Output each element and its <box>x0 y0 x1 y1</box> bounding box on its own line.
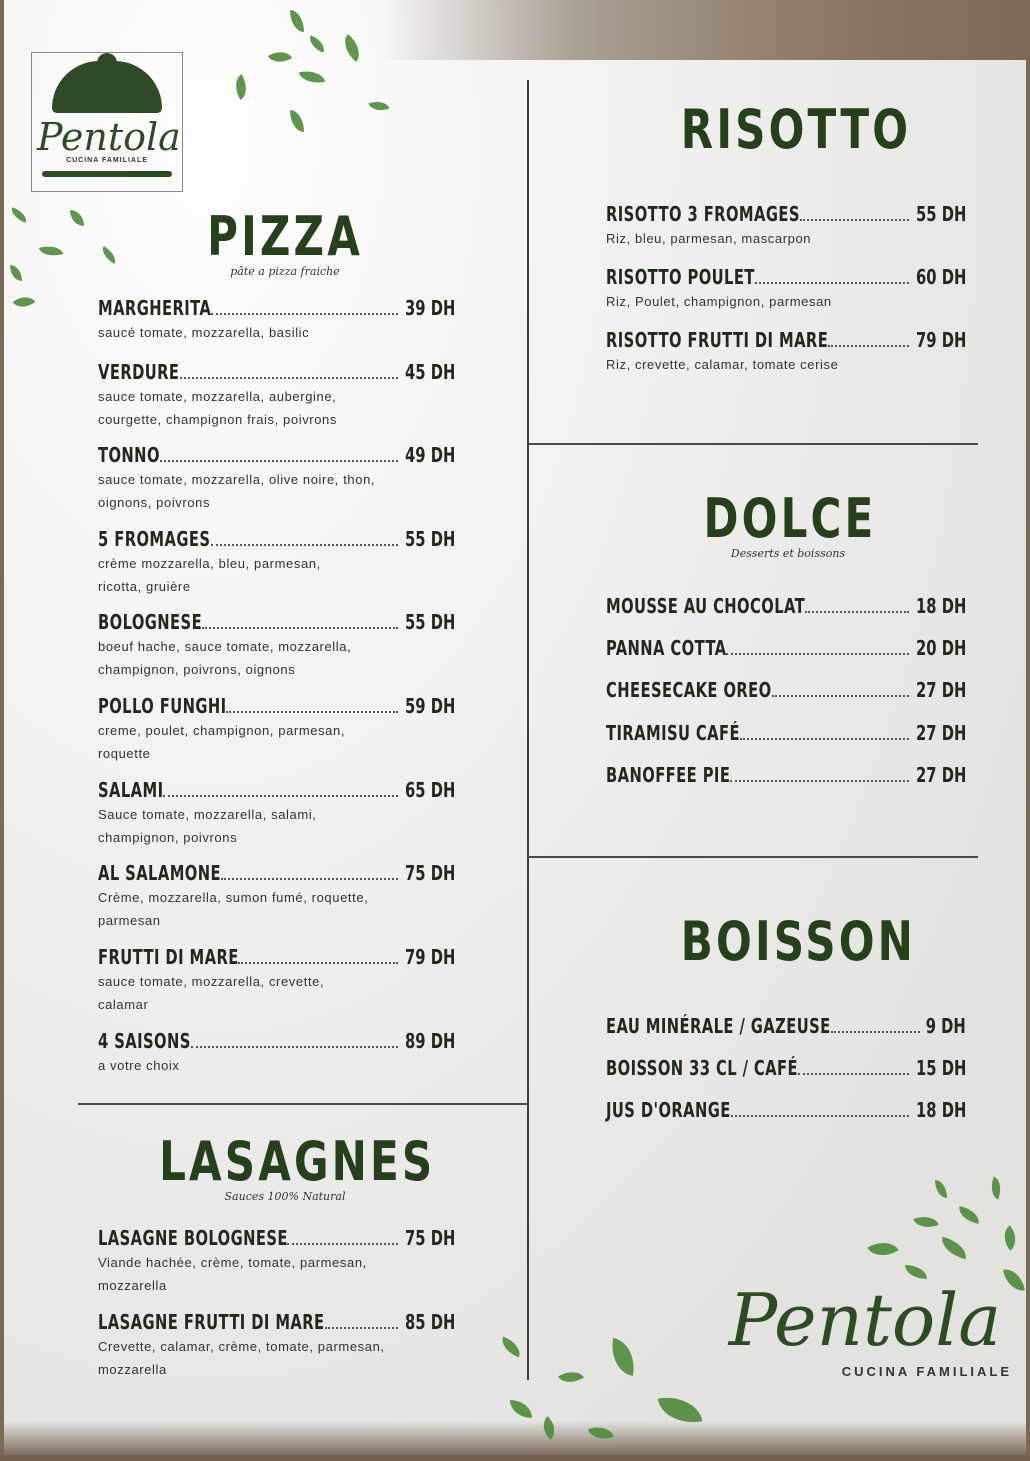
item-name: VERDURE <box>98 360 180 384</box>
item-description: calamar <box>98 997 149 1012</box>
item-price: 79 DH <box>915 328 966 352</box>
item-price: 75 DH <box>404 1226 455 1250</box>
pot-lid-icon <box>52 61 162 113</box>
item-row <box>98 1226 455 1250</box>
item-price: 39 DH <box>404 296 455 320</box>
brand-tagline: CUCINA FAMILIALE <box>841 1364 1012 1379</box>
brand-name: Pentola <box>728 1278 1002 1362</box>
item-description: Crème, mozzarella, sumon fumé, roquette, <box>98 890 369 905</box>
pizza-menu-item <box>98 861 455 931</box>
wood-texture-bottom <box>0 1421 1030 1461</box>
dolce-menu-item <box>606 763 966 787</box>
risotto-menu-item <box>606 202 966 249</box>
dolce-menu-item <box>606 678 966 702</box>
item-price: 45 DH <box>404 360 455 384</box>
wood-texture-top <box>380 0 1030 60</box>
item-name: SALAMI <box>98 778 164 802</box>
item-description: champignon, poivrons, oignons <box>98 662 296 677</box>
logo <box>31 52 183 192</box>
pizza-menu-item <box>98 945 455 1015</box>
item-price: 27 DH <box>915 763 966 787</box>
item-price: 27 DH <box>915 721 966 745</box>
dot-leader <box>740 738 909 740</box>
item-name: 5 FROMAGES <box>98 527 211 551</box>
lasagnes-menu-item <box>98 1310 455 1380</box>
item-name: BOLOGNESE <box>98 610 203 634</box>
boisson-menu-item <box>606 1098 966 1122</box>
item-name: MOUSSE AU CHOCOLAT <box>606 594 806 618</box>
item-description: crème mozzarella, bleu, parmesan, <box>98 556 321 571</box>
item-description: saucé tomate, mozzarella, basilic <box>98 325 310 340</box>
dot-leader <box>755 282 909 284</box>
pizza-subtitle: pâte a pizza fraiche <box>230 265 340 278</box>
dot-leader <box>160 460 398 462</box>
item-row <box>98 945 455 969</box>
item-description: Riz, bleu, parmesan, mascarpon <box>606 231 812 246</box>
item-description: mozzarella <box>98 1362 167 1377</box>
item-description: sauce tomate, mozzarella, olive noire, thon, <box>98 472 376 487</box>
item-name: TIRAMISU CAFÉ <box>606 721 740 745</box>
item-row <box>606 594 966 618</box>
dot-leader <box>805 611 910 613</box>
dot-leader <box>211 544 399 546</box>
item-price: 65 DH <box>404 778 455 802</box>
item-name: FRUTTI DI MARE <box>98 945 239 969</box>
item-row <box>606 1056 966 1080</box>
item-price: 59 DH <box>404 694 455 718</box>
item-description: creme, poulet, champignon, parmesan, <box>98 723 346 738</box>
boisson-heading: BOISSON <box>680 910 917 973</box>
pizza-menu-item <box>98 443 455 513</box>
pot-base-icon <box>42 171 172 177</box>
item-description: parmesan <box>98 913 161 928</box>
item-price: 60 DH <box>915 265 966 289</box>
item-row <box>606 678 966 702</box>
item-price: 55 DH <box>915 202 966 226</box>
section-divider <box>78 1103 528 1105</box>
dot-leader <box>828 345 909 347</box>
logo-tagline: CUCINA FAMILIALE <box>66 157 148 164</box>
dot-leader <box>238 962 398 964</box>
item-name: BANOFFEE PIE <box>606 763 731 787</box>
item-row <box>98 861 455 885</box>
item-price: 18 DH <box>915 1098 966 1122</box>
item-price: 27 DH <box>915 678 966 702</box>
item-description: sauce tomate, mozzarella, aubergine, <box>98 389 337 404</box>
section-divider <box>528 443 978 445</box>
dot-leader <box>202 627 398 629</box>
item-name: POLLO FUNGHI <box>98 694 227 718</box>
risotto-menu-item <box>606 328 966 375</box>
item-row <box>606 202 966 226</box>
dot-leader <box>831 1031 921 1033</box>
item-price: 55 DH <box>404 527 455 551</box>
item-name: AL SALAMONE <box>98 861 221 885</box>
dot-leader <box>726 653 909 655</box>
item-row <box>98 694 455 718</box>
item-description: Crevette, calamar, crème, tomate, parmesan, <box>98 1339 385 1354</box>
item-description: mozzarella <box>98 1278 167 1293</box>
pizza-menu-item <box>98 694 455 764</box>
dot-leader <box>211 313 398 315</box>
item-row <box>98 360 455 384</box>
item-description: champignon, poivrons <box>98 830 238 845</box>
dolce-menu-item <box>606 594 966 618</box>
item-description: oignons, poivrons <box>98 495 211 510</box>
item-price: 79 DH <box>404 945 455 969</box>
item-description: ricotta, gruière <box>98 579 191 594</box>
pizza-heading: PIZZA <box>207 205 363 268</box>
dot-leader <box>772 695 910 697</box>
item-description: a votre choix <box>98 1058 180 1073</box>
column-divider <box>527 80 529 1380</box>
dolce-subtitle: Desserts et boissons <box>730 547 846 560</box>
dot-leader <box>287 1243 398 1245</box>
item-row <box>606 1098 966 1122</box>
dot-leader <box>163 795 398 797</box>
lasagnes-subtitle: Sauces 100% Natural <box>224 1190 346 1203</box>
dot-leader <box>325 1327 399 1329</box>
pizza-menu-item <box>98 527 455 597</box>
item-name: LASAGNE BOLOGNESE <box>98 1226 288 1250</box>
item-row <box>98 610 455 634</box>
item-name: CHEESECAKE OREO <box>606 678 772 702</box>
pizza-menu-item <box>98 296 455 343</box>
item-row <box>98 527 455 551</box>
section-divider <box>528 856 978 858</box>
item-name: LASAGNE FRUTTI DI MARE <box>98 1310 325 1334</box>
dot-leader <box>180 377 399 379</box>
dolce-heading: DOLCE <box>703 487 877 550</box>
item-description: Riz, crevette, calamar, tomate cerise <box>606 357 839 372</box>
dot-leader <box>798 1073 909 1075</box>
item-price: 20 DH <box>915 636 966 660</box>
dot-leader <box>226 711 398 713</box>
item-price: 9 DH <box>925 1014 966 1038</box>
item-row <box>606 721 966 745</box>
pizza-menu-item <box>98 360 455 430</box>
dot-leader <box>730 780 909 782</box>
item-description: courgette, champignon frais, poivrons <box>98 412 337 427</box>
risotto-heading: RISOTTO <box>680 98 912 161</box>
dot-leader <box>191 1046 399 1048</box>
item-name: MARGHERITA <box>98 296 212 320</box>
item-price: 89 DH <box>404 1029 455 1053</box>
lasagnes-heading: LASAGNES <box>159 1130 436 1193</box>
item-description: Riz, Poulet, champignon, parmesan <box>606 294 832 309</box>
item-row <box>606 265 966 289</box>
item-row <box>98 443 455 467</box>
boisson-menu-item <box>606 1014 966 1038</box>
item-name: RISOTTO POULET <box>606 265 755 289</box>
item-name: 4 SAISONS <box>98 1029 191 1053</box>
item-name: RISOTTO 3 FROMAGES <box>606 202 800 226</box>
logo-name: Pentola <box>37 115 181 159</box>
item-row <box>606 636 966 660</box>
item-name: JUS D'ORANGE <box>606 1098 731 1122</box>
item-description: Sauce tomate, mozzarella, salami, <box>98 807 317 822</box>
pizza-menu-item <box>98 778 455 848</box>
item-row <box>606 763 966 787</box>
item-description: Viande hachée, crème, tomate, parmesan, <box>98 1255 367 1270</box>
item-price: 55 DH <box>404 610 455 634</box>
lasagnes-menu-item <box>98 1226 455 1296</box>
dot-leader <box>221 878 398 880</box>
item-price: 49 DH <box>404 443 455 467</box>
item-row <box>98 778 455 802</box>
item-price: 15 DH <box>915 1056 966 1080</box>
item-description: boeuf hache, sauce tomate, mozzarella, <box>98 639 352 654</box>
risotto-menu-item <box>606 265 966 312</box>
item-row <box>98 1029 455 1053</box>
item-name: BOISSON 33 CL / CAFÉ <box>606 1056 798 1080</box>
item-price: 18 DH <box>915 594 966 618</box>
dot-leader <box>800 219 909 221</box>
item-name: PANNA COTTA <box>606 636 727 660</box>
item-name: RISOTTO FRUTTI DI MARE <box>606 328 829 352</box>
item-row <box>606 1014 966 1038</box>
item-row <box>606 328 966 352</box>
pizza-menu-item <box>98 1029 455 1076</box>
pizza-menu-item <box>98 610 455 680</box>
item-name: TONNO <box>98 443 160 467</box>
item-description: roquette <box>98 746 151 761</box>
dolce-menu-item <box>606 636 966 660</box>
item-price: 75 DH <box>404 861 455 885</box>
dolce-menu-item <box>606 721 966 745</box>
item-name: EAU MINÉRALE / GAZEUSE <box>606 1014 831 1038</box>
item-description: sauce tomate, mozzarella, crevette, <box>98 974 325 989</box>
item-price: 85 DH <box>404 1310 455 1334</box>
boisson-menu-item <box>606 1056 966 1080</box>
item-row <box>98 1310 455 1334</box>
dot-leader <box>731 1115 909 1117</box>
item-row <box>98 296 455 320</box>
